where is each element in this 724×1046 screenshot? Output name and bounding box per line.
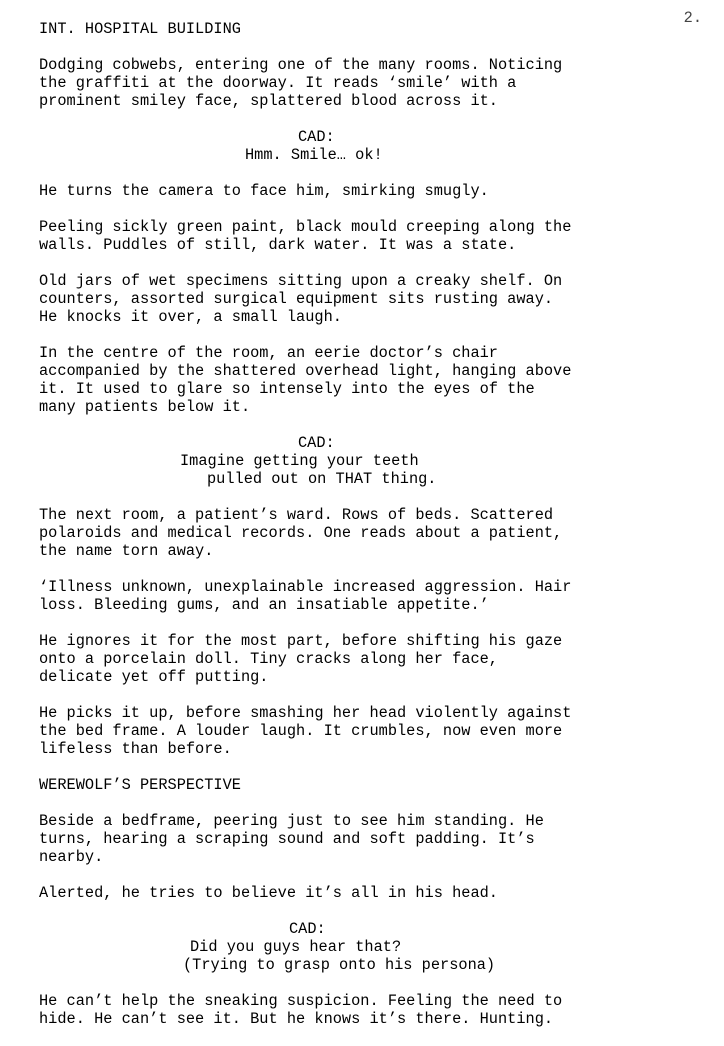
action-paragraph (39, 632, 689, 686)
action-line: many patients below it. (39, 398, 251, 416)
action-line: Dodging cobwebs, entering one of the many rooms. Noticing (39, 56, 563, 74)
action-paragraph (39, 578, 689, 614)
action-line: turns, hearing a scraping sound and soft padding. It’s (39, 830, 535, 848)
action-line: the name torn away. (39, 542, 214, 560)
action-paragraph (39, 992, 689, 1028)
action-paragraph (39, 812, 689, 866)
action-line: the bed frame. A louder laugh. It crumbles, now even more (39, 722, 563, 740)
action-line: He knocks it over, a small laugh. (39, 308, 342, 326)
dialogue-line: Did you guys hear that? (190, 938, 402, 956)
action-line: walls. Puddles of still, dark water. It was a state. (39, 236, 517, 254)
action-line: nearby. (39, 848, 104, 866)
dialogue-line: Imagine getting your teeth (180, 452, 419, 470)
action-line: The next room, a patient’s ward. Rows of beds. Scattered (39, 506, 554, 524)
action-paragraph (39, 506, 689, 560)
action-line: Peeling sickly green paint, black mould creeping along the (39, 218, 572, 236)
action-paragraph (39, 272, 689, 326)
action-paragraph (39, 218, 689, 254)
page-number: 2. (683, 9, 702, 27)
action-paragraph (39, 704, 689, 758)
action-line: the graffiti at the doorway. It reads ‘smile’ with a (39, 74, 517, 92)
character-name: CAD: (298, 434, 335, 452)
action-paragraph (39, 182, 689, 200)
action-line: onto a porcelain doll. Tiny cracks along her face, (39, 650, 498, 668)
action-line: He can’t help the sneaking suspicion. Feeling the need to (39, 992, 563, 1010)
action-line: In the centre of the room, an eerie doctor’s chair (39, 344, 498, 362)
action-line: lifeless than before. (39, 740, 232, 758)
parenthetical: (Trying to grasp onto his persona) (183, 956, 496, 974)
character-name: CAD: (289, 920, 326, 938)
scene-heading: INT. HOSPITAL BUILDING (39, 20, 241, 38)
dialogue-block (39, 434, 689, 488)
script-content (39, 20, 689, 1046)
scene-heading: WEREWOLF’S PERSPECTIVE (39, 776, 241, 794)
action-line: loss. Bleeding gums, and an insatiable appetite.’ (39, 596, 489, 614)
action-line: hide. He can’t see it. But he knows it’s there. Hunting. (39, 1010, 554, 1028)
character-name: CAD: (298, 128, 335, 146)
dialogue-line: pulled out on THAT thing. (207, 470, 437, 488)
action-line: He ignores it for the most part, before shifting his gaze (39, 632, 563, 650)
dialogue-block (39, 920, 689, 974)
action-line: accompanied by the shattered overhead light, hanging above (39, 362, 572, 380)
action-line: it. It used to glare so intensely into the eyes of the (39, 380, 535, 398)
action-paragraph (39, 884, 689, 902)
action-line: Alerted, he tries to believe it’s all in his head. (39, 884, 498, 902)
dialogue-line: Hmm. Smile… ok! (245, 146, 383, 164)
action-line: prominent smiley face, splattered blood across it. (39, 92, 498, 110)
action-line: delicate yet off putting. (39, 668, 269, 686)
action-line: Old jars of wet specimens sitting upon a creaky shelf. On (39, 272, 563, 290)
action-line: He turns the camera to face him, smirking smugly. (39, 182, 489, 200)
action-line: Beside a bedframe, peering just to see him standing. He (39, 812, 544, 830)
action-line: He picks it up, before smashing her head violently against (39, 704, 572, 722)
action-paragraph (39, 344, 689, 416)
action-line: counters, assorted surgical equipment sits rusting away. (39, 290, 554, 308)
action-paragraph (39, 56, 689, 110)
dialogue-block (39, 128, 689, 164)
action-line: polaroids and medical records. One reads about a patient, (39, 524, 563, 542)
action-line: ‘Illness unknown, unexplainable increased aggression. Hair (39, 578, 572, 596)
